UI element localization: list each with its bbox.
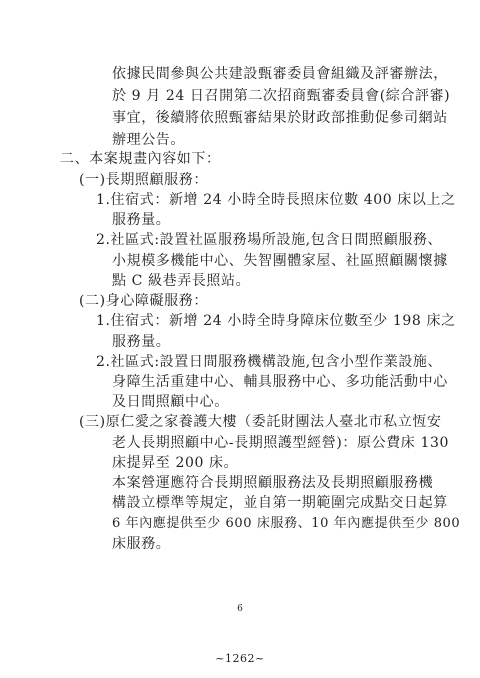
subsection-heading: (二)身心障礙服務： [79,293,208,309]
text-line: 點 C 級巷弄長照站。 [112,273,251,289]
list-item: 2.社區式:設置社區服務場所設施,包含日間照顧服務、 [96,232,443,248]
text-line: 依據民間參與公共建設甄審委員會組織及評審辦法， [112,66,448,82]
text-line: 服務量。 [112,212,171,228]
text-line: 本案營運應符合長期照顧服務法及長期照顧服務機 [112,475,434,491]
text-line: 構設立標準等規定，並自第一期範圍完成點交日起算 [112,495,448,511]
list-item: 2.社區式:設置日間服務機構設施,包含小型作業設施、 [96,354,443,370]
text-line: 小規模多機能中心、失智團體家屋、社區照顧關懷據 [112,253,448,269]
section-heading: 二、本案規畫內容如下： [60,151,221,167]
text-line: 於 9 月 24 日召開第二次招商甄審委員會(綜合評審) [112,88,451,104]
page-number: 6 [237,604,243,614]
text-line: 及日間照顧中心。 [112,394,229,410]
list-item: 1.住宿式：新增 24 小時全時身障床位數至少 198 床之 [96,313,456,329]
text-line: 事宜，後續將依照甄審結果於財政部推動促參司網站 [112,110,448,126]
footer-page-number: ~1262~ [215,652,265,665]
text-line: 床服務。 [112,536,171,552]
subsection-heading: (一)長期照顧服務： [79,172,208,188]
text-line: 辦理公告。 [112,132,185,148]
text-line: 老人長期照顧中心-長期照護型經營)：原公費床 130 [112,435,449,451]
text-line: 6 年內應提供至少 600 床服務、10 年內應提供至少 800 [112,516,461,531]
subsection-heading: (三)原仁愛之家養護大樓（委託財團法人臺北市私立恆安 [79,414,442,430]
text-line: 服務量。 [112,334,171,350]
list-item: 1.住宿式：新增 24 小時全時長照床位數 400 床以上之 [96,192,456,208]
text-line: 床提昇至 200 床。 [112,455,239,471]
text-line: 身障生活重建中心、輔具服務中心、多功能活動中心 [112,374,448,390]
